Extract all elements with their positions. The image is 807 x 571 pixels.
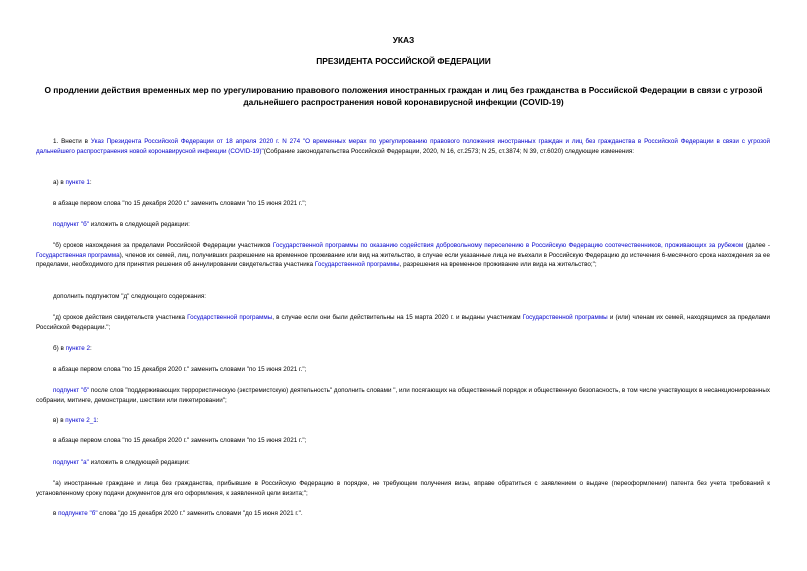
text: б) в <box>53 345 66 352</box>
state-program-link[interactable]: Государственная программа <box>36 251 120 259</box>
decree-274-link[interactable]: Указ Президента Российской Федерации от 18 апреля 2020 г. N 274 "О временных мерах по урегулированию правового положения иностранных граждан и лиц без гражданства в Российской Федерации в связи с угрозой дальнейшего распространения новой коронавирусной инфекции (COVID-19)" <box>36 138 770 155</box>
paragraph-item-v <box>36 416 770 426</box>
text: : <box>89 179 92 186</box>
text: : <box>96 417 99 424</box>
text: изложить в следующей редакции: <box>88 459 190 466</box>
state-program-link[interactable]: Государственной программы <box>522 314 608 321</box>
text: , в случае если они были действительны на 15 марта 2020 г. и выданы участникам <box>272 314 523 321</box>
text: "б) сроков нахождения за пределами Российской Федерации участников <box>53 242 273 249</box>
paragraph-add-d: дополнить подпунктом "д" следующего содержания: <box>53 293 207 300</box>
paragraph-1 <box>36 137 770 156</box>
text: слова "до 15 декабря 2020 г." заменить словами "до 15 июня 2021 г.". <box>97 510 303 517</box>
state-program-link[interactable]: Государственной программы <box>314 261 400 268</box>
paragraph-amend-2: в абзаце первом слова "по 15 декабря 2020 г." заменить словами "по 15 июня 2021 г."; <box>53 366 307 373</box>
paragraph-subpoint-a <box>36 458 770 468</box>
state-program-link[interactable]: Государственной программы по оказанию содействия добровольному переселению в Российскую Федерацию соотечественников, проживающих за рубежом <box>272 242 744 249</box>
text: а) в <box>53 179 66 186</box>
paragraph-d-text <box>36 313 770 332</box>
text: : <box>90 345 92 352</box>
text: "д) сроков действия свидетельств участника <box>53 314 188 321</box>
document-title: О продлении действия временных мер по урегулированию правового положения иностранных граждан и лиц без гражданства в Российской Федерации в связи с угрозой дальнейшего распространения новой коронавирусной инфекции (COVID-19) <box>44 85 763 107</box>
text: в <box>53 510 59 517</box>
paragraph-a-text: "а) иностранные граждане и лица без гражданства, прибывшие в Российскую Федерацию в порядке, не требующем получения визы, вправе обратиться с заявлением о выдаче (переоформлении) патента без учета требований к установленному сроку подачи документов для его оформления, к заявленной цели визита;"; <box>36 480 770 497</box>
text: ), членов их семей, лиц, получивших разрешение на временное проживание или вид на жительство, в случае если указанные лица не въехали в Российскую Федерацию до истечения 6-месячного срока нахождения за ее пределами, необходимого для принятия решения об аннулировании свидетельства участника <box>36 251 770 268</box>
text: после слов "поддерживающих террористическую (экстремистскую) деятельность" дополнить словами ", или посягающих на общественный порядок и общественную безопасность, в том числе участвующих в несанкционированных собрании, митинге, демонстрации, шествии или пикетировании"; <box>36 387 770 404</box>
subpoint-b-link[interactable]: подпункте "б" <box>58 510 98 517</box>
document-kind: УКАЗ <box>392 35 415 45</box>
subpoint-a-link[interactable]: подпункт "а" <box>53 459 89 466</box>
text: , разрешения на временное проживание или вида на жительство;"; <box>399 261 597 268</box>
paragraph-subpoint-b-2 <box>36 386 770 405</box>
paragraph-amend-1: в абзаце первом слова "по 15 декабря 2020 г." заменить словами "по 15 июня 2021 г."; <box>53 200 307 207</box>
paragraph-subpoint-b <box>36 220 770 230</box>
text: 1. Внести в <box>53 138 91 145</box>
paragraph-item-a <box>36 178 770 188</box>
paragraph-subpoint-b-3 <box>36 509 770 519</box>
point-2-link[interactable]: пункте 2 <box>65 345 90 352</box>
paragraph-amend-3: в абзаце первом слова "по 15 декабря 2020 г." заменить словами "по 15 июня 2021 г."; <box>53 437 307 444</box>
state-program-link[interactable]: Государственной программы <box>187 314 273 321</box>
text: (далее - <box>743 242 770 249</box>
document-issuer: ПРЕЗИДЕНТА РОССИЙСКОЙ ФЕДЕРАЦИИ <box>316 56 491 66</box>
text: и (или) членам их семей, находящимся за пределами Российской Федерации."; <box>36 314 770 331</box>
point-2-1-link[interactable]: пункте 2_1 <box>65 417 97 424</box>
text: изложить в следующей редакции: <box>89 221 190 228</box>
paragraph-item-b <box>36 344 770 354</box>
subpoint-b-link[interactable]: подпункт "б" <box>53 221 90 228</box>
text: в) в <box>53 417 66 424</box>
paragraph-b-text <box>36 241 770 270</box>
subpoint-b-link[interactable]: подпункт "б" <box>53 387 90 394</box>
point-1-link[interactable]: пункте 1 <box>65 179 90 186</box>
text: (Собрание законодательства Российской Федерации, 2020, N 16, ст.2573; N 25, ст.3874; N 39, ст.6020) следующие изменения: <box>263 147 635 155</box>
